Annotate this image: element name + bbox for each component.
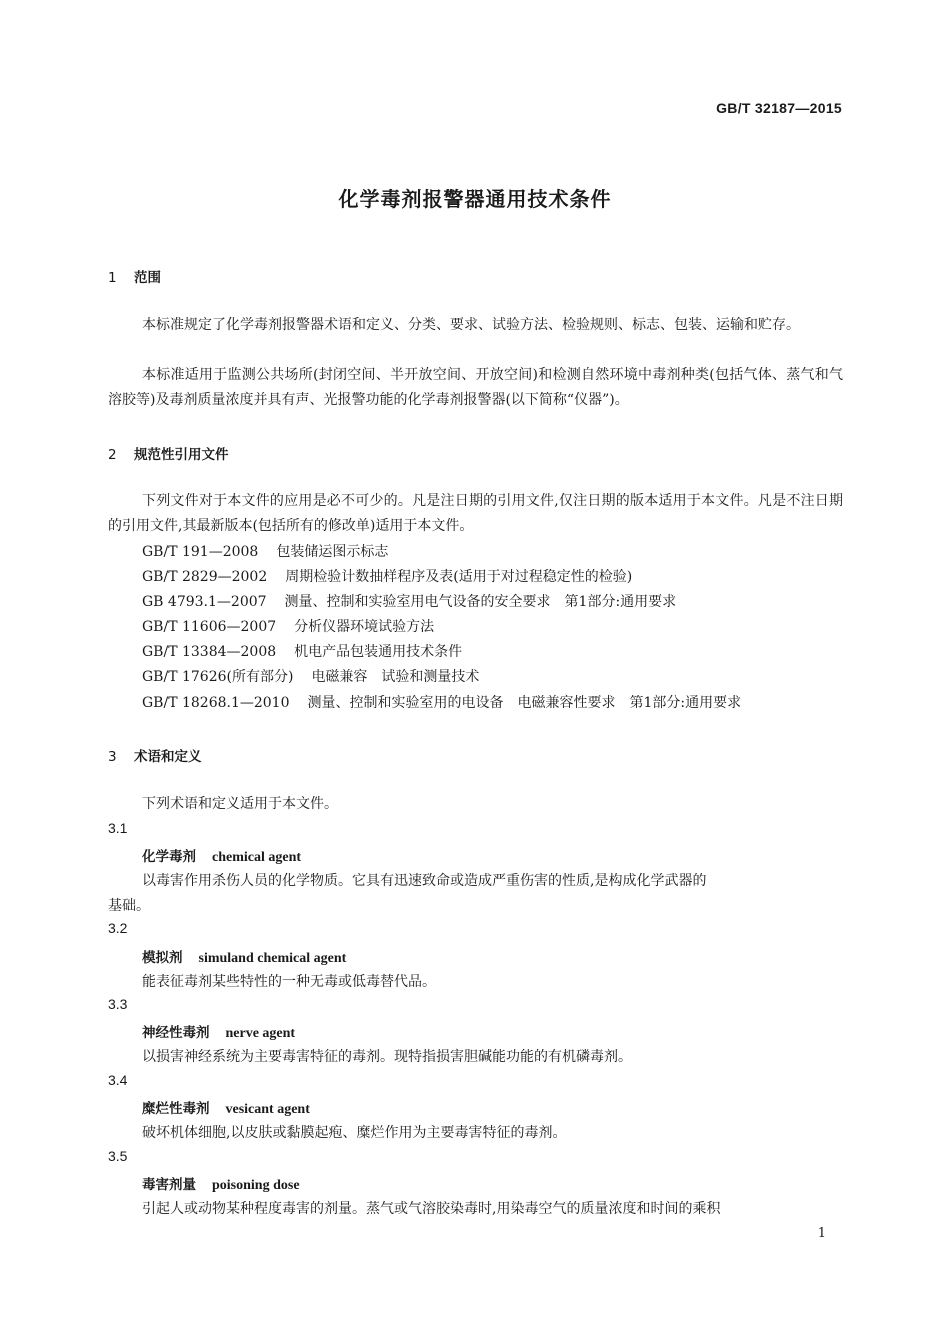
section-3-intro: 下列术语和定义适用于本文件。: [142, 796, 338, 812]
term-en: chemical agent: [212, 850, 302, 865]
section-1-paragraph-1: 本标准规定了化学毒剂报警器术语和定义、分类、要求、试验方法、检验规则、标志、包装、运输和贮存。: [142, 317, 800, 333]
term-en: nerve agent: [225, 1026, 296, 1041]
reference-code: GB/T 191—2008: [142, 544, 259, 560]
term-zh: 神经性毒剂: [142, 1025, 210, 1041]
document-title: 化学毒剂报警器通用技术条件: [338, 187, 612, 211]
section-2-intro: 下列文件对于本文件的应用是必不可少的。凡是注日期的引用文件,仅注日期的版本适用于本文件。凡是不注日期的引用文件,其最新版本(包括所有的修改单)适用于本文件。: [108, 493, 843, 534]
term-name: [142, 946, 346, 967]
reference-title: 测量、控制和实验室用电气设备的安全要求 第1部分:通用要求: [284, 594, 677, 610]
term-en: poisoning dose: [212, 1178, 300, 1193]
reference-title: 分析仪器环境试验方法: [294, 619, 435, 635]
section-title: 范围: [134, 270, 161, 286]
page-number: 1: [817, 1226, 826, 1241]
section-title: 术语和定义: [134, 749, 202, 765]
reference-code: GB/T 18268.1—2010: [142, 695, 290, 711]
term-number: 3.1: [108, 820, 128, 836]
term-number: 3.5: [108, 1148, 128, 1164]
reference-title: 测量、控制和实验室用的电设备 电磁兼容性要求 第1部分:通用要求: [307, 695, 742, 711]
section-1-heading: [108, 266, 161, 286]
section-number: 3: [108, 749, 117, 765]
section-number: 2: [108, 447, 117, 463]
reference-code: GB/T 13384—2008: [142, 644, 277, 660]
term-number: 3.3: [108, 996, 128, 1012]
term-number: 3.4: [108, 1072, 128, 1088]
term-definition: 引起人或动物某种程度毒害的剂量。蒸气或气溶胶染毒时,用染毒空气的质量浓度和时间的乘积: [142, 1201, 721, 1217]
term-definition: 能表征毒剂某些特性的一种无毒或低毒替代品。: [142, 974, 436, 990]
reference-item: [142, 541, 388, 561]
section-number: 1: [108, 270, 117, 286]
term-definition: 破坏机体细胞,以皮肤或黏膜起疱、糜烂作用为主要毒害特征的毒剂。: [142, 1125, 567, 1141]
term-en: simuland chemical agent: [198, 951, 347, 966]
term-en: vesicant agent: [225, 1102, 310, 1117]
reference-item: [142, 616, 434, 636]
reference-item: [142, 692, 741, 712]
term-name: [142, 1021, 295, 1042]
term-definition: 以损害神经系统为主要毒害特征的毒剂。现特指损害胆碱能功能的有机磷毒剂。: [142, 1049, 632, 1065]
term-name: [142, 845, 301, 866]
term-zh: 模拟剂: [142, 950, 183, 966]
term-name: [142, 1173, 300, 1194]
term-definition-continued: 基础。: [108, 898, 150, 914]
reference-code: GB 4793.1—2007: [142, 594, 267, 610]
section-3-heading: [108, 745, 202, 765]
term-zh: 毒害剂量: [142, 1177, 196, 1193]
reference-item: [142, 641, 462, 661]
reference-title: 电磁兼容 试验和测量技术: [311, 669, 480, 685]
reference-title: 周期检验计数抽样程序及表(适用于对过程稳定性的检验): [285, 569, 633, 585]
term-name: [142, 1097, 310, 1118]
term-zh: 化学毒剂: [142, 849, 196, 865]
term-number: 3.2: [108, 920, 128, 936]
term-definition: 以毒害作用杀伤人员的化学物质。它具有迅速致命或造成严重伤害的性质,是构成化学武器的: [142, 873, 707, 889]
reference-item: [142, 591, 676, 611]
section-title: 规范性引用文件: [134, 447, 229, 463]
reference-code: GB/T 11606—2007: [142, 619, 277, 635]
reference-item: [142, 666, 479, 686]
section-2-heading: [108, 443, 229, 463]
section-1-paragraph-2: 本标准适用于监测公共场所(封闭空间、半开放空间、开放空间)和检测自然环境中毒剂种类(包括气体、蒸气和气溶胶等)及毒剂质量浓度并具有声、光报警功能的化学毒剂报警器(以下简称“仪器”)。: [108, 367, 843, 408]
reference-code: GB/T 17626(所有部分): [142, 669, 294, 685]
reference-item: [142, 566, 632, 586]
reference-title: 包装储运图示标志: [276, 544, 389, 560]
term-zh: 糜烂性毒剂: [142, 1101, 210, 1117]
reference-title: 机电产品包装通用技术条件: [294, 644, 463, 660]
reference-code: GB/T 2829—2002: [142, 569, 268, 585]
standard-number: GB/T 32187—2015: [716, 100, 842, 116]
